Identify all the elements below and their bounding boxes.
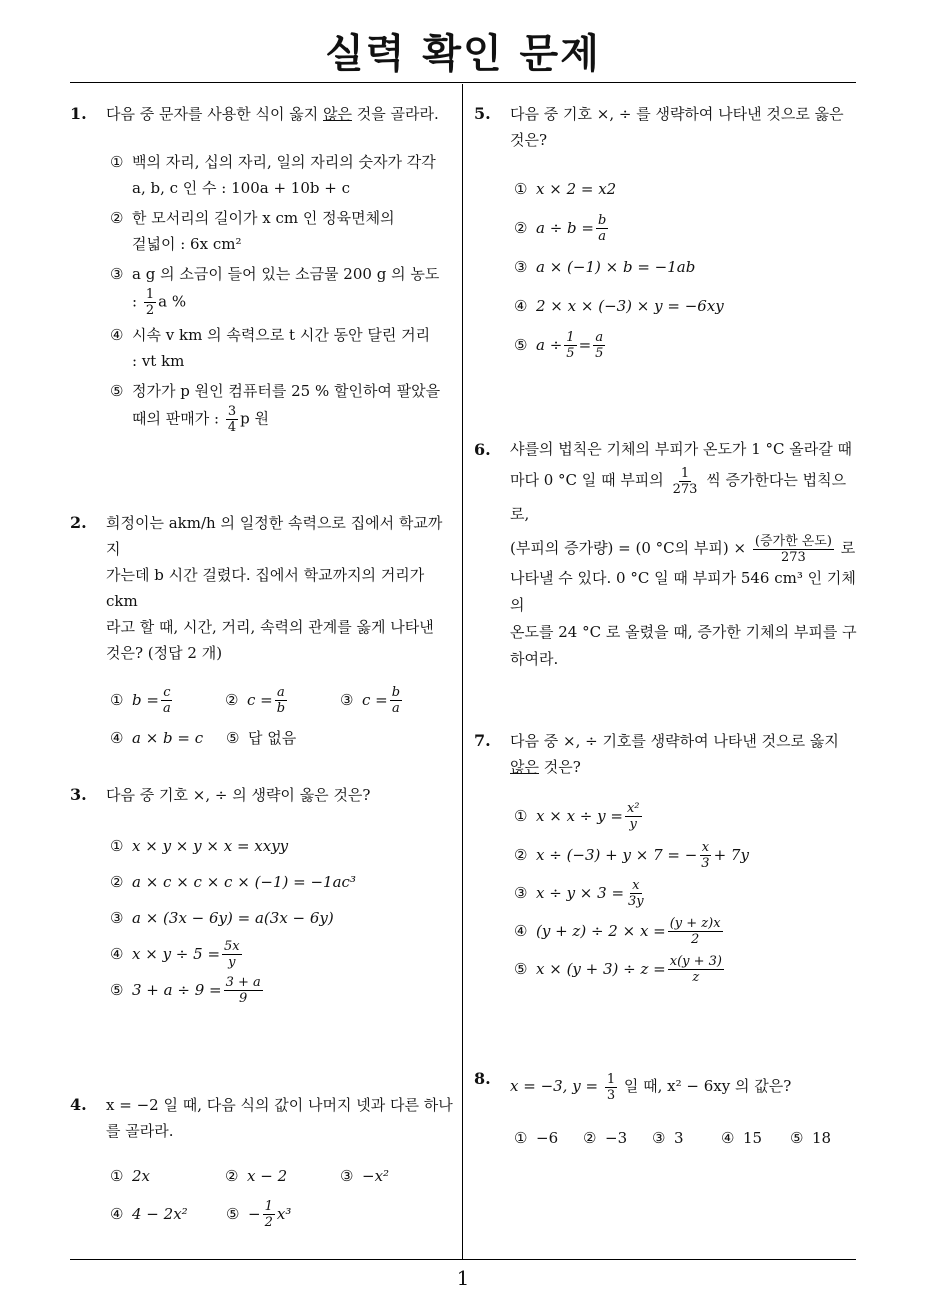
choice-marker: ④: [110, 729, 124, 747]
option-2[interactable]: ② x − 2: [225, 1158, 340, 1194]
question-text: x = −2 일 때, 다음 식의 값이 나머지 넷과 다른 하나 를 골라라.: [106, 1096, 453, 1140]
option-3[interactable]: [110, 261, 455, 318]
question-number: 3.: [70, 785, 87, 804]
fraction: $\frac{3 + a}{9}$: [225, 974, 261, 1006]
page-title: 실력 확인 문제: [325, 31, 601, 77]
option-1[interactable]: ① b = $\frac{c}{a}$: [110, 684, 171, 716]
question-text: 샤를의 법칙은 기체의 부피가 온도가 1 °C 올라갈 때 마다 0 °C 일 때 부피의 $\frac{1}{273}$ 씩 증가한다는 법칙으로, (부피의 증가량) = (0 °C의 부피) × $\frac{\text{(증가한 온도)}}{273}$ 로 나타낼 수 있다. 0 °C 일 때 부피가 546 cm³ 인 기체의 온도를 24 °C 로 올렸을 때, 증가한 기체의 부피를 구 하여라.: [510, 440, 857, 668]
choice-marker: ③: [514, 258, 528, 276]
option-1[interactable]: ① x × y × y × x = xxyy: [110, 828, 455, 864]
fraction: $\frac{a}{b}$: [276, 684, 286, 716]
option-2[interactable]: ② c = $\frac{a}{b}$: [225, 684, 286, 716]
choice-marker: ①: [514, 1129, 528, 1147]
option-1[interactable]: [110, 149, 455, 201]
choice-marker: ④: [110, 326, 124, 344]
question-text: 다음 중 ×, ÷ 기호를 생략하여 나타낸 것으로 옳지 않은 것은?: [510, 732, 839, 776]
fraction: $\frac{b}{a}$: [391, 684, 401, 716]
question-number: 1.: [70, 104, 87, 123]
choice-marker: ②: [583, 1129, 597, 1147]
underlined-word: 않은: [510, 758, 539, 776]
option-4[interactable]: ④ 15: [721, 1120, 790, 1156]
option-5[interactable]: ⑤ a ÷ $\frac{1}{5}$ = $\frac{a}{5}$: [514, 329, 604, 361]
fraction: $\frac{5x}{y}$: [224, 938, 240, 970]
question-8: [474, 1066, 859, 1156]
choice-marker: ⑤: [226, 729, 240, 747]
choice-marker: ①: [110, 1167, 124, 1185]
question-text: x = −3, y = $\frac{1}{3}$ 일 때, x² − 6xy 의 값은?: [510, 1071, 792, 1103]
option-text: 시속 v km 의 속력으로 t 시간 동안 달린 거리: [132, 326, 431, 344]
choice-marker: ②: [225, 691, 239, 709]
question-number: 5.: [474, 104, 491, 123]
page-number: 1: [456, 1266, 470, 1290]
choice-marker: ③: [110, 265, 124, 283]
choice-marker: ②: [514, 219, 528, 237]
fraction: $\frac{b}{a}$: [598, 212, 607, 244]
question-text-part: 것을 골라라.: [351, 105, 439, 123]
choice-marker: ①: [514, 807, 528, 825]
option-1[interactable]: ① x × x ÷ y = $\frac{\text{x²}}{y}$: [514, 800, 640, 832]
choice-marker: ②: [225, 1167, 239, 1185]
fraction: $\frac{\text{x²}}{y}$: [626, 800, 640, 832]
column-divider: [462, 84, 463, 1260]
option-text: 때의 판매가 :: [132, 409, 220, 428]
option-2[interactable]: ② a × c × c × c × (−1) = −1ac³: [110, 864, 455, 900]
choice-marker: ⑤: [514, 960, 528, 978]
question-5: [474, 101, 859, 363]
option-5[interactable]: ⑤ 답 없음: [226, 720, 342, 756]
choice-marker: ③: [340, 691, 354, 709]
fraction: $\frac{1}{2}$: [264, 1198, 273, 1230]
choice-marker: ⑤: [514, 336, 528, 354]
choice-marker: ④: [514, 297, 528, 315]
fraction: $\frac{(y + z)x}{2}$: [669, 915, 721, 947]
option-2[interactable]: ② a ÷ b = $\frac{b}{a}$: [514, 212, 607, 244]
option-4[interactable]: ④ x × y ÷ 5 = $\frac{5x}{y}$: [110, 938, 240, 970]
choice-marker: ②: [110, 873, 124, 891]
option-text: 겉넓이 : 6x cm²: [132, 235, 242, 253]
fraction: $\frac{3}{4}$: [227, 404, 237, 435]
fraction: $\frac{1}{5}$: [566, 329, 575, 361]
option-text: 정가가 p 원인 컴퓨터를 25 % 할인하여 팔았을: [132, 382, 441, 400]
choice-marker: ④: [721, 1129, 735, 1147]
option-4[interactable]: ④ 4 − 2x²: [110, 1196, 226, 1232]
choice-marker: ⑤: [110, 382, 124, 400]
option-1[interactable]: ① 2x: [110, 1158, 225, 1194]
option-4[interactable]: ④ (y + z) ÷ 2 × x = $\frac{(y + z)x}{2}$: [514, 915, 721, 947]
question-number: 2.: [70, 513, 87, 532]
top-rule: [70, 82, 856, 83]
question-number: 4.: [70, 1095, 87, 1114]
question-6: [474, 436, 859, 673]
option-1[interactable]: ① −6: [514, 1120, 583, 1156]
option-5[interactable]: [110, 378, 455, 435]
option-4[interactable]: ④ 2 × x × (−3) × y = −6xy: [514, 285, 859, 327]
bottom-rule: [70, 1259, 856, 1260]
question-text-part: 다음 중 문자를 사용한 식이 옳지: [106, 105, 323, 123]
option-text: 한 모서리의 길이가 x cm 인 정육면체의: [132, 209, 395, 227]
option-5[interactable]: ⑤ 3 + a ÷ 9 = $\frac{3 + a}{9}$: [110, 974, 261, 1006]
choice-marker: ④: [110, 945, 124, 963]
fraction: $\frac{x}{3}$: [701, 839, 710, 871]
fraction: $\frac{c}{a}$: [162, 684, 171, 716]
option-text: a g 의 소금이 들어 있는 소금물 200 g 의 농도: [132, 265, 440, 283]
option-text: a, b, c 인 수 : 100a + 10b + c: [132, 179, 350, 197]
choice-marker: ①: [110, 153, 124, 171]
choice-marker: ②: [514, 846, 528, 864]
underlined-word: 않은: [322, 105, 352, 123]
choice-marker: ①: [110, 837, 124, 855]
fraction: $\frac{1}{273}$: [672, 465, 698, 497]
choice-marker: ⑤: [226, 1205, 240, 1223]
option-2[interactable]: ② −3: [583, 1120, 652, 1156]
option-3[interactable]: ③ x ÷ y × 3 = $\frac{x}{3y}$: [514, 877, 644, 909]
option-5[interactable]: ⑤ x × (y + 3) ÷ z = $\frac{x(y + 3)}{z}$: [514, 953, 722, 985]
question-4: [70, 1092, 455, 1232]
question-text: 다음 중 기호 ×, ÷ 를 생략하여 나타낸 것으로 옳은 것은?: [510, 105, 844, 149]
option-text: : vt km: [132, 352, 185, 370]
choice-marker: ④: [110, 1205, 124, 1223]
fraction: $\frac{x(y + 3)}{z}$: [669, 953, 722, 985]
question-1: [70, 101, 455, 439]
option-3[interactable]: ③ a × (−1) × b = −1ab: [514, 249, 859, 285]
option-text: :: [132, 292, 138, 311]
option-2[interactable]: [110, 205, 455, 257]
choice-marker: ③: [110, 909, 124, 927]
option-5[interactable]: ⑤ 18: [790, 1120, 859, 1156]
choice-marker: ①: [110, 691, 124, 709]
option-3[interactable]: ③ −x²: [340, 1158, 455, 1194]
option-4[interactable]: ④ a × b = c: [110, 720, 226, 756]
option-text: 백의 자리, 십의 자리, 일의 자리의 숫자가 각각: [132, 153, 436, 171]
fraction: $\frac{1}{2}$: [145, 287, 155, 318]
choice-marker: ②: [110, 209, 124, 227]
question-number: 6.: [474, 440, 491, 459]
fraction: $\frac{1}{3}$: [606, 1071, 616, 1103]
fraction: $\frac{a}{5}$: [595, 329, 604, 361]
choice-marker: ③: [652, 1129, 666, 1147]
choice-marker: ⑤: [110, 981, 124, 999]
option-1[interactable]: ① x × 2 = x2: [514, 171, 859, 207]
question-text: 희정이는 akm/h 의 일정한 속력으로 집에서 학교까지 가는데 b 시간 걸렸다. 집에서 학교까지의 거리가 ckm 라고 할 때, 시간, 거리, 속력의 관계를 옳게 나타낸 것은? (정답 2 개): [106, 514, 443, 662]
option-3[interactable]: ③ c = $\frac{b}{a}$: [340, 684, 401, 716]
option-3[interactable]: ③ a × (3x − 6y) = a(3x − 6y): [110, 900, 455, 936]
option-text: a %: [158, 292, 187, 311]
question-text: [106, 101, 455, 127]
question-number: 8.: [474, 1069, 491, 1088]
option-3[interactable]: ③ 3: [652, 1120, 721, 1156]
fraction: $\frac{\text{(증가한 온도)}}{273}$: [754, 533, 832, 565]
question-number: 7.: [474, 731, 491, 750]
fraction: $\frac{x}{3y}$: [628, 877, 644, 909]
option-text: p 원: [240, 409, 269, 428]
choice-marker: ③: [340, 1167, 354, 1185]
option-4[interactable]: [110, 322, 455, 374]
option-2[interactable]: ② x ÷ (−3) + y × 7 = − $\frac{x}{3}$ + 7y: [514, 839, 749, 871]
choice-marker: ⑤: [790, 1129, 804, 1147]
choice-marker: ③: [514, 884, 528, 902]
question-7: [474, 728, 859, 988]
question-3: [70, 782, 455, 1008]
choice-marker: ①: [514, 180, 528, 198]
question-2: [70, 510, 455, 756]
option-5[interactable]: ⑤ − $\frac{1}{2}$ x³: [226, 1198, 292, 1230]
question-text: 다음 중 기호 ×, ÷ 의 생략이 옳은 것은?: [106, 786, 371, 804]
choice-marker: ④: [514, 922, 528, 940]
